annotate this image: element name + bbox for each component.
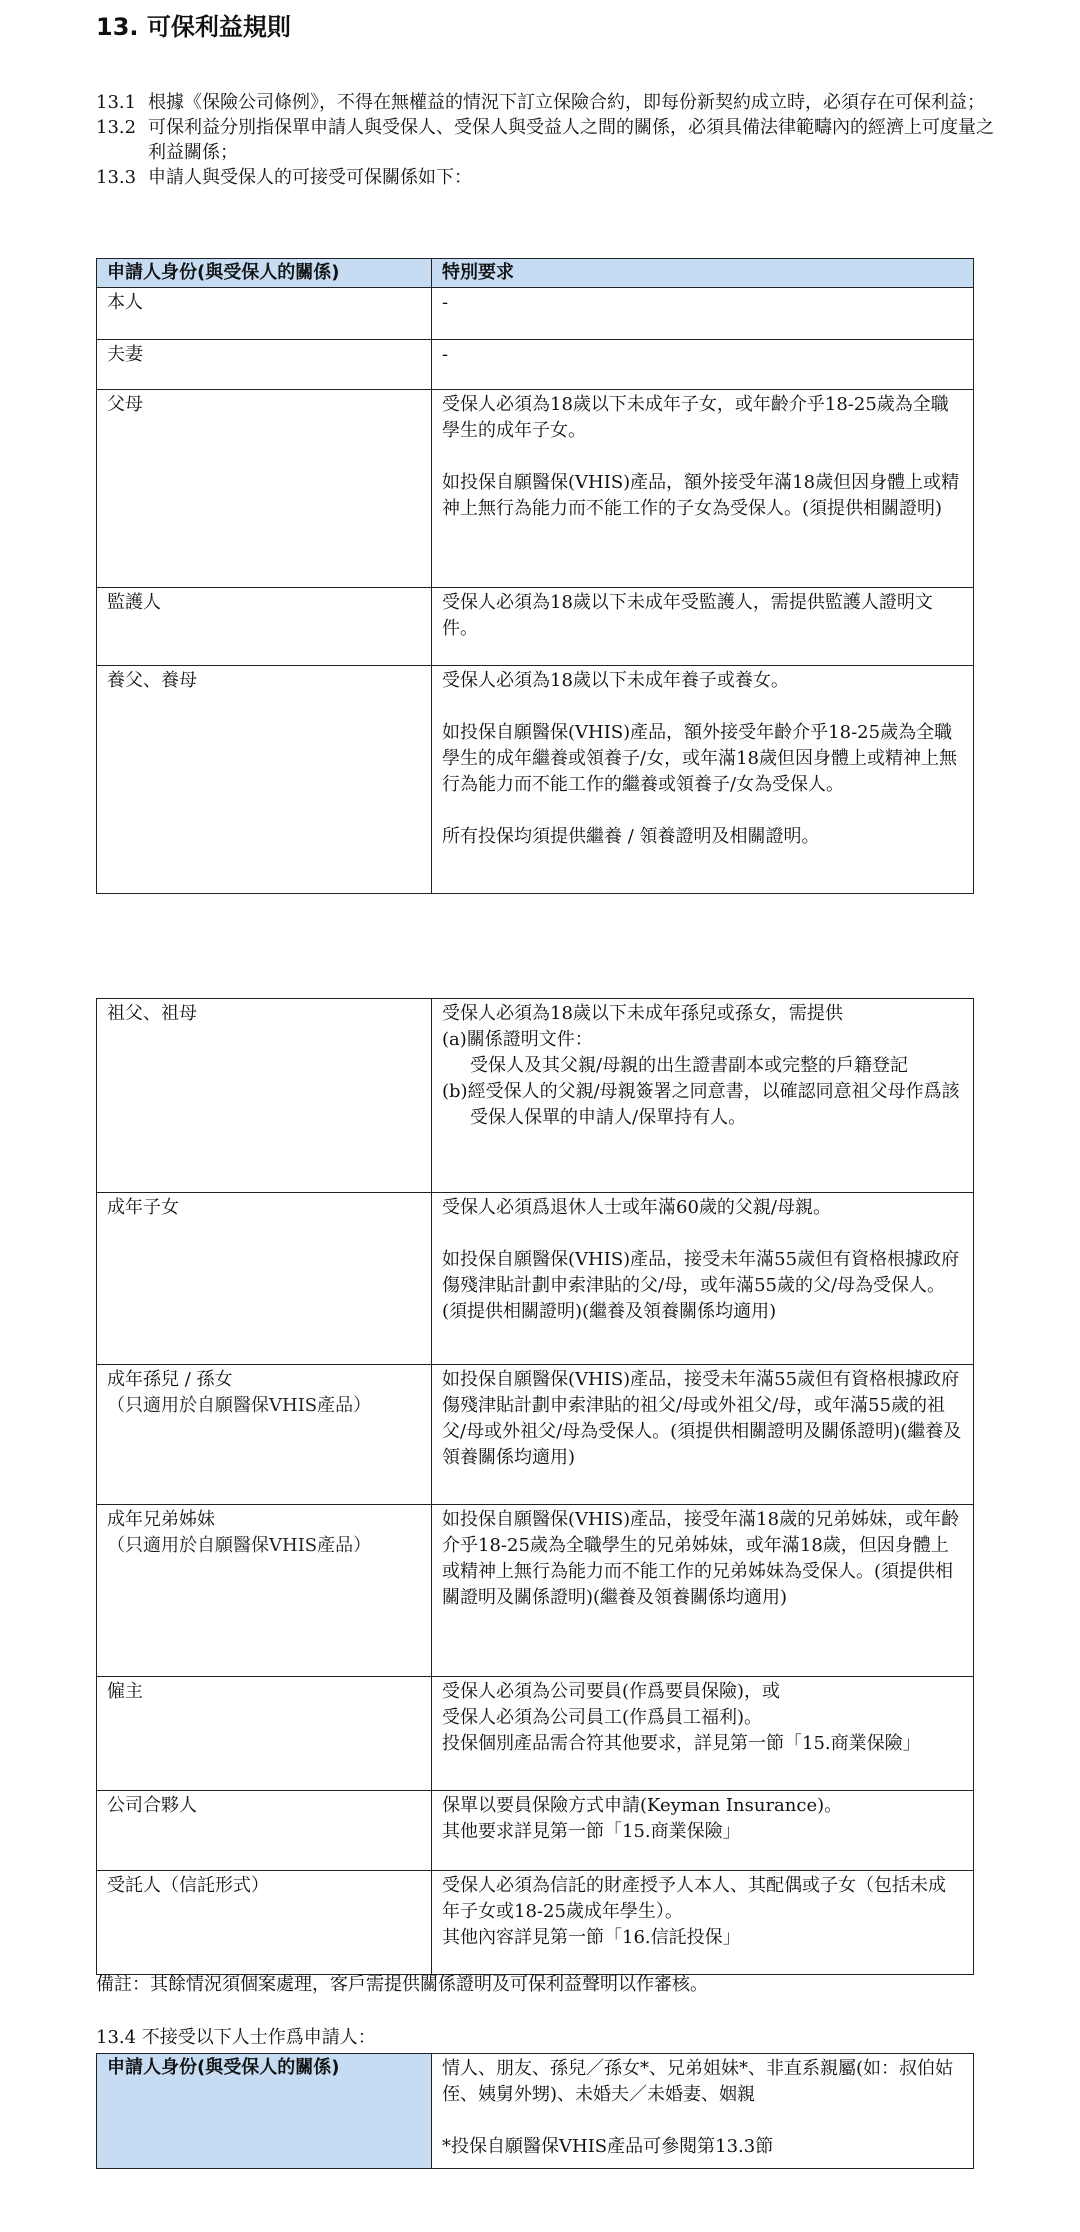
relationship-cell: 祖父、祖母 [97, 999, 432, 1193]
table-row [97, 1871, 974, 1975]
requirement-line: 受保人必須為公司員工(作爲員工福利)。 [442, 1707, 763, 1728]
requirement-cell [432, 390, 974, 588]
requirement-line: 受保人必須為信託的財產授予人本人、其配偶或子女（包括未成年子女或18-25歲成年學生）。 [442, 1875, 946, 1922]
requirement-cell [432, 999, 974, 1193]
requirement-cell [432, 588, 974, 666]
requirement-paragraph: 受保人必須為18歲以下未成年子女，或年齡介乎18-25歲為全職學生的成年子女。 [442, 394, 949, 441]
clause-13-2 [96, 115, 996, 165]
unacceptable-applicants-table [96, 2053, 974, 2169]
requirement-paragraph: 如投保自願醫保(VHIS)產品，額外接受年滿18歲但因身體上或精神上無行為能力而不能工作的子女為受保人。(須提供相關證明) [442, 472, 960, 519]
table-header-row [97, 259, 974, 288]
requirement-paragraph: 受保人必須爲退休人士或年滿60歲的父親/母親。 [442, 1197, 831, 1218]
vhis-footnote: *投保自願醫保VHIS產品可參閱第13.3節 [442, 2136, 774, 2157]
excluded-relationships: 情人、朋友、孫兒／孫女*、兄弟姐妹*、非直系親屬(如：叔伯姑侄、姨舅外甥)、未婚夫／未婚妻、姻親 [442, 2058, 954, 2105]
requirement-cell [432, 1677, 974, 1791]
clause-number: 13.3 [96, 167, 137, 188]
relationship-cell: 父母 [97, 390, 432, 588]
requirement-cell [432, 666, 974, 894]
requirement-cell [432, 1791, 974, 1871]
table-row [97, 340, 974, 390]
requirement-line: 投保個別產品需合符其他要求，詳見第一節「15.商業保險」 [442, 1733, 921, 1754]
remark-note: 備註：其餘情況須個案處理，客戶需提供關係證明及可保利益聲明以作審核。 [96, 1974, 708, 1995]
clause-number: 13.1 [96, 92, 137, 113]
table-row [97, 1505, 974, 1677]
page-title: 13. 可保利益規則 [96, 13, 291, 41]
table-row [97, 1791, 974, 1871]
table-row [97, 390, 974, 588]
relationship-cell: 夫妻 [97, 340, 432, 390]
clause-13-1 [96, 90, 996, 115]
requirement-paragraph: 所有投保均須提供繼養 / 領養證明及相關證明。 [442, 826, 820, 847]
clause-13-3 [96, 165, 996, 190]
relationship-cell: 受託人（信託形式） [97, 1871, 432, 1975]
requirement-paragraph: 受保人必須為18歲以下未成年受監護人，需提供監護人證明文件。 [442, 592, 933, 639]
requirement-item-a: (a)關係證明文件： [442, 1029, 593, 1050]
acceptable-relationships-table-continued [96, 998, 974, 1975]
requirement-cell [432, 1871, 974, 1975]
clause-number: 13.2 [96, 117, 137, 138]
relationship-cell: 本人 [97, 288, 432, 340]
requirement-line: 保單以要員保險方式申請(Keyman Insurance)。 [442, 1795, 843, 1816]
requirement-line: 受保人必須為公司要員(作爲要員保險)，或 [442, 1681, 781, 1702]
table-row [97, 1677, 974, 1791]
requirement-cell [432, 1193, 974, 1365]
relationship-note: （只適用於自願醫保VHIS產品） [107, 1535, 372, 1556]
requirement-cell [432, 1365, 974, 1505]
requirement-line: 其他要求詳見第一節「15.商業保險」 [442, 1821, 741, 1842]
relationship-cell: 僱主 [97, 1677, 432, 1791]
acceptable-relationships-table [96, 258, 974, 894]
relationship-cell: 成年子女 [97, 1193, 432, 1365]
requirement-paragraph: 如投保自願醫保(VHIS)產品，接受年滿18歲的兄弟姊妹，或年齡介乎18-25歲為全職學生的兄弟姊妹，或年滿18歲，但因身體上或精神上無行為能力而不能工作的兄弟姊妹為受保人。(須提供相關證明及關係證明)(繼養及領養關係均適用) [442, 1509, 960, 1608]
relationship-label: 成年孫兒 / 孫女 [107, 1369, 233, 1390]
relationship-cell: 監護人 [97, 588, 432, 666]
relationship-label: 成年兄弟姊妹 [107, 1509, 215, 1530]
requirement-cell: - [432, 288, 974, 340]
requirement-item-a-detail: 受保人及其父親/母親的出生證書副本或完整的戶籍登記 [470, 1055, 909, 1076]
row-header-relationship: 申請人身份(與受保人的關係) [97, 2054, 432, 2169]
column-header-requirement: 特別要求 [432, 259, 974, 288]
requirement-cell [432, 1505, 974, 1677]
requirement-item-b: (b)經受保人的父親/母親簽署之同意書，以確認同意祖父母作爲該受保人保單的申請人/保單持有人。 [442, 1081, 960, 1128]
requirement-paragraph: 如投保自願醫保(VHIS)產品，額外接受年齡介乎18-25歲為全職學生的成年繼養或領養子/女，或年滿18歲但因身體上或精神上無行為能力而不能工作的繼養或領養子/女為受保人。 [442, 722, 957, 795]
table-row [97, 666, 974, 894]
relationship-cell: 公司合夥人 [97, 1791, 432, 1871]
requirement-paragraph: 受保人必須為18歲以下未成年孫兒或孫女，需提供 [442, 1003, 843, 1024]
requirement-line: 其他內容詳見第一節「16.信託投保」 [442, 1927, 741, 1948]
clause-text: 申請人與受保人的可接受可保關係如下： [148, 167, 472, 188]
requirement-paragraph: 如投保自願醫保(VHIS)產品，接受未年滿55歲但有資格根據政府傷殘津貼計劃申索津貼的父/母，或年滿55歲的父/母為受保人。(須提供相關證明)(繼養及領養關係均適用) [442, 1249, 960, 1322]
clause-text: 根據《保險公司條例》，不得在無權益的情況下訂立保險合約，即每份新契約成立時，必須存在可保利益； [148, 92, 985, 113]
requirement-paragraph: 如投保自願醫保(VHIS)產品，接受未年滿55歲但有資格根據政府傷殘津貼計劃申索津貼的祖父/母或外祖父/母，或年滿55歲的祖父/母或外祖父/母為受保人。(須提供相關證明及關係證明)(繼養及領養關係均適用) [442, 1369, 962, 1468]
clause-list [96, 90, 996, 190]
table-row [97, 588, 974, 666]
excluded-list-cell [432, 2054, 974, 2169]
relationship-cell [97, 1365, 432, 1505]
requirement-paragraph: 受保人必須為18歲以下未成年養子或養女。 [442, 670, 789, 691]
table-row [97, 1365, 974, 1505]
relationship-note: （只適用於自願醫保VHIS產品） [107, 1395, 372, 1416]
clause-text: 可保利益分別指保單申請人與受保人、受保人與受益人之間的關係，必須具備法律範疇內的經濟上可度量之利益關係； [148, 117, 994, 163]
table-row [97, 999, 974, 1193]
relationship-cell [97, 1505, 432, 1677]
table-row [97, 288, 974, 340]
table-row [97, 2054, 974, 2169]
relationship-cell: 養父、養母 [97, 666, 432, 894]
column-header-relationship: 申請人身份(與受保人的關係) [97, 259, 432, 288]
table-row [97, 1193, 974, 1365]
section-13-4-heading: 13.4 不接受以下人士作爲申請人： [96, 2027, 376, 2048]
requirement-cell: - [432, 340, 974, 390]
